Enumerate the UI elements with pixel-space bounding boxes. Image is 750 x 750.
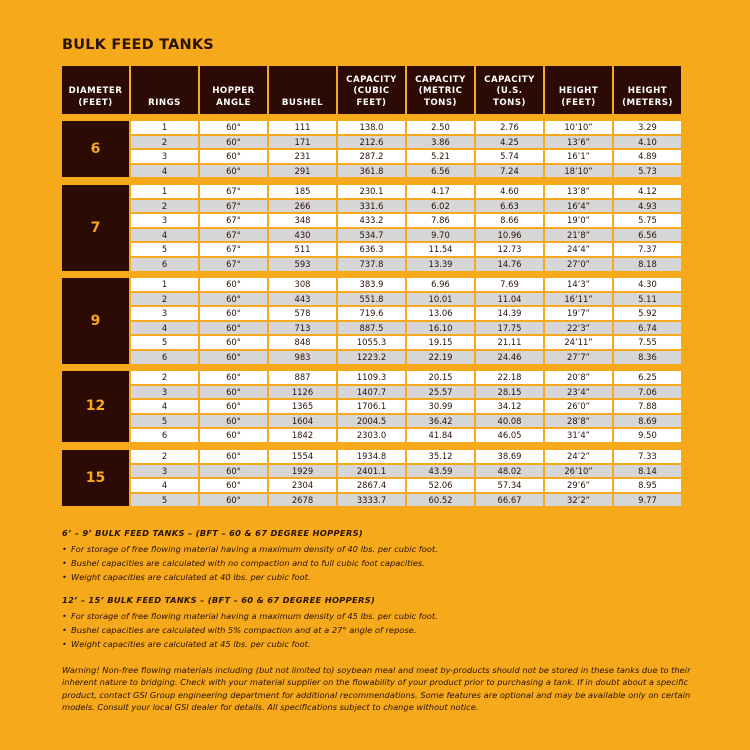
table-cell: 4	[131, 479, 198, 492]
table-cell: 2	[131, 136, 198, 149]
table-cell: 27’0”	[545, 258, 612, 271]
table-cell: 3	[131, 214, 198, 227]
table-cell: 231	[269, 150, 336, 163]
table-row	[131, 185, 681, 198]
table-cell: 433.2	[338, 214, 405, 227]
table-cell: 848	[269, 336, 336, 349]
note-item: • For storage of free flowing material having a maximum density of 45 lbs. per cubic foot.	[62, 609, 692, 623]
table-cell: 10.96	[476, 229, 543, 242]
table-cell: 13.39	[407, 258, 474, 271]
table-cell: 4.10	[614, 136, 681, 149]
column-header: CAPACITY (METRIC TONS)	[407, 66, 474, 114]
table-cell: 43.59	[407, 465, 474, 478]
diameter-label: 7	[62, 185, 129, 271]
table-cell: 38.69	[476, 450, 543, 463]
table-cell: 551.8	[338, 293, 405, 306]
table-cell: 6.02	[407, 200, 474, 213]
table-cell: 16.10	[407, 322, 474, 335]
table-row	[131, 150, 681, 163]
table-cell: 57.34	[476, 479, 543, 492]
table-cell: 3.86	[407, 136, 474, 149]
table-cell: 266	[269, 200, 336, 213]
table-row	[131, 200, 681, 213]
note-item: • Weight capacities are calculated at 45 lbs. per cubic foot.	[62, 637, 692, 651]
table-cell: 7.37	[614, 243, 681, 256]
table-cell: 1055.3	[338, 336, 405, 349]
table-cell: 21.11	[476, 336, 543, 349]
table-cell: 60°	[200, 336, 267, 349]
table-cell: 6	[131, 429, 198, 442]
table-cell: 1929	[269, 465, 336, 478]
table-cell: 3	[131, 307, 198, 320]
table-cell: 2401.1	[338, 465, 405, 478]
table-cell: 7.88	[614, 400, 681, 413]
table-cell: 8.69	[614, 415, 681, 428]
table-row	[131, 415, 681, 428]
table-cell: 4	[131, 165, 198, 178]
table-cell: 17.75	[476, 322, 543, 335]
table-cell: 41.84	[407, 429, 474, 442]
column-header: BUSHEL	[269, 66, 336, 114]
table-cell: 1842	[269, 429, 336, 442]
table-cell: 67°	[200, 229, 267, 242]
table-cell: 13’6”	[545, 136, 612, 149]
table-cell: 22’3”	[545, 322, 612, 335]
table-cell: 2303.0	[338, 429, 405, 442]
table-cell: 8.95	[614, 479, 681, 492]
table-row	[131, 165, 681, 178]
table-cell: 3	[131, 465, 198, 478]
table-cell: 5	[131, 415, 198, 428]
table-cell: 593	[269, 258, 336, 271]
table-cell: 2	[131, 371, 198, 384]
diameter-group	[62, 371, 681, 442]
table-cell: 7.33	[614, 450, 681, 463]
table-cell: 7.24	[476, 165, 543, 178]
table-cell: 60°	[200, 121, 267, 134]
table-cell: 6.56	[614, 229, 681, 242]
table-cell: 7.69	[476, 278, 543, 291]
table-cell: 1126	[269, 386, 336, 399]
table-cell: 5.75	[614, 214, 681, 227]
table-cell: 3333.7	[338, 494, 405, 507]
table-cell: 1407.7	[338, 386, 405, 399]
table-cell: 8.36	[614, 351, 681, 364]
table-row	[131, 386, 681, 399]
table-cell: 4	[131, 400, 198, 413]
table-cell: 713	[269, 322, 336, 335]
table-row	[131, 136, 681, 149]
table-cell: 291	[269, 165, 336, 178]
table-cell: 4.60	[476, 185, 543, 198]
table-cell: 348	[269, 214, 336, 227]
table-cell: 60°	[200, 307, 267, 320]
table-cell: 1109.3	[338, 371, 405, 384]
column-header: DIAMETER (FEET)	[62, 66, 129, 114]
table-header	[62, 66, 681, 114]
notes-heading: 6’ – 9’ BULK FEED TANKS – (BFT – 60 & 67 DEGREE HOPPERS)	[62, 528, 363, 538]
table-row	[131, 214, 681, 227]
table-cell: 887.5	[338, 322, 405, 335]
table-cell: 60°	[200, 371, 267, 384]
table-cell: 26’10”	[545, 465, 612, 478]
table-cell: 2.50	[407, 121, 474, 134]
table-cell: 287.2	[338, 150, 405, 163]
table-cell: 60°	[200, 293, 267, 306]
table-cell: 983	[269, 351, 336, 364]
table-cell: 1365	[269, 400, 336, 413]
notes-small-tanks	[62, 528, 692, 584]
table-row	[131, 429, 681, 442]
diameter-group	[62, 450, 681, 506]
table-cell: 534.7	[338, 229, 405, 242]
table-cell: 66.67	[476, 494, 543, 507]
table-cell: 11.54	[407, 243, 474, 256]
table-cell: 10’10”	[545, 121, 612, 134]
table-cell: 28.15	[476, 386, 543, 399]
note-item: • Bushel capacities are calculated with 5% compaction and at a 27° angle of repose.	[62, 623, 692, 637]
table-cell: 28’8”	[545, 415, 612, 428]
diameter-label: 6	[62, 121, 129, 177]
table-cell: 13’8”	[545, 185, 612, 198]
table-cell: 60°	[200, 386, 267, 399]
table-row	[131, 336, 681, 349]
table-cell: 18’10”	[545, 165, 612, 178]
table-cell: 5	[131, 494, 198, 507]
table-cell: 11.04	[476, 293, 543, 306]
table-cell: 2867.4	[338, 479, 405, 492]
table-row	[131, 450, 681, 463]
table-cell: 6	[131, 351, 198, 364]
table-cell: 8.18	[614, 258, 681, 271]
table-cell: 16’11”	[545, 293, 612, 306]
table-cell: 5	[131, 243, 198, 256]
table-cell: 2.76	[476, 121, 543, 134]
diameter-label: 12	[62, 371, 129, 442]
table-cell: 16’4”	[545, 200, 612, 213]
table-cell: 2004.5	[338, 415, 405, 428]
table-cell: 60°	[200, 479, 267, 492]
diameter-label: 15	[62, 450, 129, 506]
table-cell: 2	[131, 293, 198, 306]
table-cell: 24.46	[476, 351, 543, 364]
table-cell: 14.76	[476, 258, 543, 271]
table-cell: 27’7”	[545, 351, 612, 364]
table-cell: 308	[269, 278, 336, 291]
table-cell: 67°	[200, 214, 267, 227]
note-item: • For storage of free flowing material having a maximum density of 40 lbs. per cubic foot.	[62, 542, 692, 556]
table-row	[131, 371, 681, 384]
table-cell: 2	[131, 200, 198, 213]
table-cell: 887	[269, 371, 336, 384]
table-cell: 6	[131, 258, 198, 271]
note-item: • Bushel capacities are calculated with no compaction and to full cubic foot capacities.	[62, 556, 692, 570]
table-cell: 636.3	[338, 243, 405, 256]
table-cell: 6.56	[407, 165, 474, 178]
table-cell: 511	[269, 243, 336, 256]
diameter-group	[62, 121, 681, 177]
page-title: BULK FEED TANKS	[62, 37, 214, 53]
table-cell: 60°	[200, 136, 267, 149]
column-header: CAPACITY (U.S. TONS)	[476, 66, 543, 114]
table-cell: 60°	[200, 150, 267, 163]
warning-text: Warning! Non-free flowing materials including (but not limited to) soybean meal and meat by-products should not be stored in these tanks due to their inherent nature to bridging. Check with your material supplier on the flowability of your product prior to purchasing a tank. If in doubt about a specific product, contact GSI Group engineering department for additional recommendations. Some features are optional and may be available only on certain models. Consult your local GSI dealer for details. All specifications subject to change without notice.	[62, 665, 691, 713]
table-cell: 67°	[200, 200, 267, 213]
diameter-group	[62, 185, 681, 271]
table-cell: 60.52	[407, 494, 474, 507]
table-cell: 6.74	[614, 322, 681, 335]
table-cell: 14’3”	[545, 278, 612, 291]
table-cell: 24’2”	[545, 450, 612, 463]
table-cell: 1	[131, 185, 198, 198]
table-cell: 361.8	[338, 165, 405, 178]
table-cell: 1604	[269, 415, 336, 428]
table-cell: 171	[269, 136, 336, 149]
table-cell: 25.57	[407, 386, 474, 399]
table-cell: 4.93	[614, 200, 681, 213]
table-cell: 24’4”	[545, 243, 612, 256]
table-cell: 5.92	[614, 307, 681, 320]
table-row	[131, 465, 681, 478]
table-cell: 30.99	[407, 400, 474, 413]
table-cell: 2304	[269, 479, 336, 492]
table-cell: 52.06	[407, 479, 474, 492]
table-cell: 10.01	[407, 293, 474, 306]
diameter-label: 9	[62, 278, 129, 364]
table-cell: 46.05	[476, 429, 543, 442]
table-cell: 1706.1	[338, 400, 405, 413]
table-cell: 60°	[200, 351, 267, 364]
table-cell: 60°	[200, 450, 267, 463]
table-cell: 60°	[200, 165, 267, 178]
table-cell: 20.15	[407, 371, 474, 384]
table-cell: 12.73	[476, 243, 543, 256]
table-cell: 4.17	[407, 185, 474, 198]
table-cell: 32’2”	[545, 494, 612, 507]
table-cell: 185	[269, 185, 336, 198]
table-cell: 3	[131, 150, 198, 163]
table-cell: 26’0”	[545, 400, 612, 413]
table-row	[131, 400, 681, 413]
table-cell: 1223.2	[338, 351, 405, 364]
table-cell: 9.77	[614, 494, 681, 507]
table-cell: 7.86	[407, 214, 474, 227]
column-header: CAPACITY (CUBIC FEET)	[338, 66, 405, 114]
table-cell: 6.25	[614, 371, 681, 384]
table-cell: 23’4”	[545, 386, 612, 399]
notes-large-tanks	[62, 595, 692, 651]
table-row	[131, 293, 681, 306]
table-cell: 5.73	[614, 165, 681, 178]
table-cell: 3.29	[614, 121, 681, 134]
table-cell: 3	[131, 386, 198, 399]
table-cell: 1934.8	[338, 450, 405, 463]
table-cell: 4.12	[614, 185, 681, 198]
column-header: HEIGHT (METERS)	[614, 66, 681, 114]
table-cell: 5	[131, 336, 198, 349]
table-cell: 60°	[200, 278, 267, 291]
table-row	[131, 121, 681, 134]
table-cell: 36.42	[407, 415, 474, 428]
table-cell: 67°	[200, 185, 267, 198]
table-cell: 737.8	[338, 258, 405, 271]
table-cell: 6.96	[407, 278, 474, 291]
table-row	[131, 243, 681, 256]
table-cell: 60°	[200, 322, 267, 335]
table-cell: 21’8”	[545, 229, 612, 242]
table-cell: 9.50	[614, 429, 681, 442]
table-cell: 1	[131, 121, 198, 134]
table-cell: 48.02	[476, 465, 543, 478]
table-cell: 22.18	[476, 371, 543, 384]
table-row	[131, 258, 681, 271]
table-cell: 4	[131, 229, 198, 242]
table-cell: 719.6	[338, 307, 405, 320]
table-cell: 1	[131, 278, 198, 291]
table-cell: 4	[131, 322, 198, 335]
table-cell: 4.25	[476, 136, 543, 149]
table-cell: 5.11	[614, 293, 681, 306]
table-row	[131, 479, 681, 492]
table-cell: 20’8”	[545, 371, 612, 384]
column-header: HEIGHT (FEET)	[545, 66, 612, 114]
table-cell: 14.39	[476, 307, 543, 320]
table-cell: 331.6	[338, 200, 405, 213]
diameter-group	[62, 278, 681, 364]
table-cell: 60°	[200, 415, 267, 428]
table-cell: 138.0	[338, 121, 405, 134]
table-cell: 430	[269, 229, 336, 242]
table-cell: 111	[269, 121, 336, 134]
table-cell: 8.66	[476, 214, 543, 227]
table-cell: 4.30	[614, 278, 681, 291]
table-cell: 31’4”	[545, 429, 612, 442]
table-cell: 34.12	[476, 400, 543, 413]
table-row	[131, 278, 681, 291]
table-cell: 383.9	[338, 278, 405, 291]
table-cell: 60°	[200, 494, 267, 507]
table-cell: 2678	[269, 494, 336, 507]
table-row	[131, 351, 681, 364]
table-cell: 4.89	[614, 150, 681, 163]
table-cell: 13.06	[407, 307, 474, 320]
note-item: • Weight capacities are calculated at 40 lbs. per cubic foot.	[62, 570, 692, 584]
table-row	[131, 494, 681, 507]
table-row	[131, 322, 681, 335]
table-cell: 40.08	[476, 415, 543, 428]
table-cell: 60°	[200, 429, 267, 442]
column-header: HOPPER ANGLE	[200, 66, 267, 114]
table-cell: 24’11”	[545, 336, 612, 349]
table-cell: 8.14	[614, 465, 681, 478]
table-cell: 35.12	[407, 450, 474, 463]
table-cell: 60°	[200, 465, 267, 478]
table-cell: 7.06	[614, 386, 681, 399]
table-cell: 19.15	[407, 336, 474, 349]
table-cell: 6.63	[476, 200, 543, 213]
table-cell: 67°	[200, 258, 267, 271]
table-cell: 2	[131, 450, 198, 463]
table-cell: 5.21	[407, 150, 474, 163]
notes-heading: 12’ – 15’ BULK FEED TANKS – (BFT – 60 & 67 DEGREE HOPPERS)	[62, 595, 376, 605]
table-row	[131, 229, 681, 242]
table-cell: 60°	[200, 400, 267, 413]
table-row	[131, 307, 681, 320]
table-cell: 29’6”	[545, 479, 612, 492]
table-cell: 67°	[200, 243, 267, 256]
table-cell: 19’0”	[545, 214, 612, 227]
table-cell: 1554	[269, 450, 336, 463]
table-cell: 5.74	[476, 150, 543, 163]
table-cell: 443	[269, 293, 336, 306]
column-header: RINGS	[131, 66, 198, 114]
table-cell: 16’1”	[545, 150, 612, 163]
table-cell: 19’7”	[545, 307, 612, 320]
table-cell: 212.6	[338, 136, 405, 149]
table-cell: 9.70	[407, 229, 474, 242]
table-cell: 230.1	[338, 185, 405, 198]
table-cell: 578	[269, 307, 336, 320]
table-cell: 7.55	[614, 336, 681, 349]
table-cell: 22.19	[407, 351, 474, 364]
